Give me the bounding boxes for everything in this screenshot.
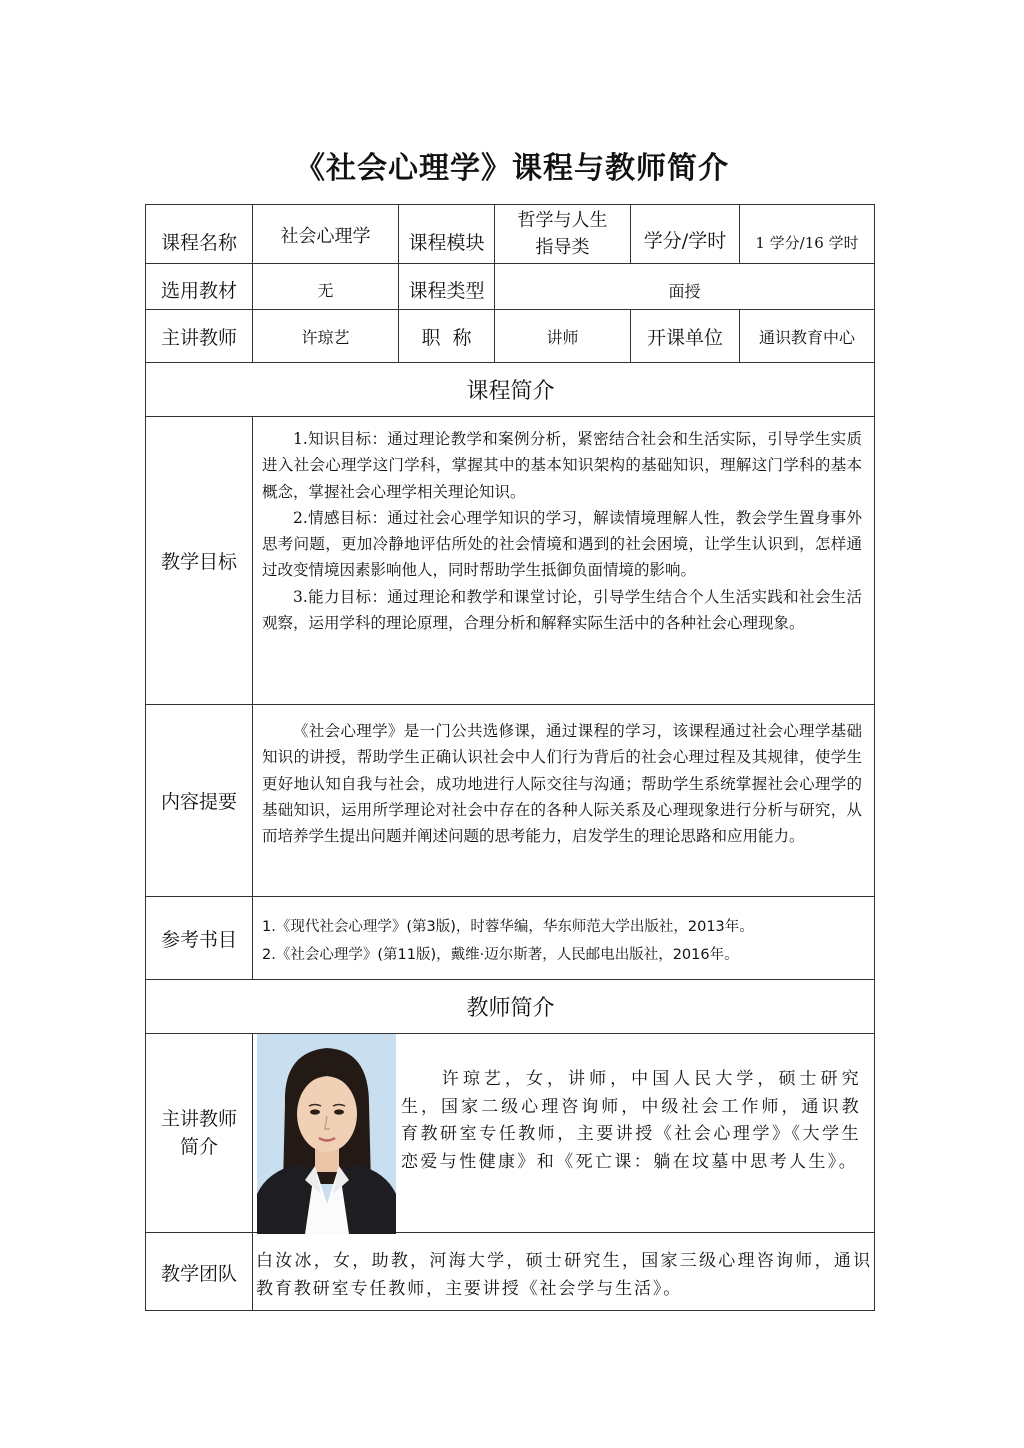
content-summary-paragraph: 《社会心理学》是一门公共选修课，通过课程的学习，该课程通过社会心理学基础知识的讲授，帮助学生正确认识社会中人们行为背后的社会心理过程及其规律，使学生更好地认知自我与社会，成功地进行人际交往与沟通；帮助学生系统掌握社会心理学的基础知识，运用所学理论对社会中存在的各种人际关系及心理现象进行分析与研究，从而培养学生提出问题并阐述问题的思考能力，启发学生的理论思路和应用能力。 [262,722,862,846]
content-summary-text [262,718,862,849]
teaching-team-label: 教学团队 [160,1262,237,1285]
teacher-label: 主讲教师 [160,326,237,349]
credit-value: 1 学分/16 学时 [755,233,859,252]
objectives-text [262,426,862,636]
lead-teacher-label-line2: 简介 [179,1136,218,1158]
objective-knowledge: 1.知识目标：通过理论教学和案例分析，紧密结合社会和生活实际，引导学生实质进入社会心理学这门学科，掌握其中的基本知识架构的基础知识，理解这门学科的基本概念，掌握社会心理学相关理论知识。 [262,430,862,501]
row-divider [145,1033,875,1034]
course-intro-heading: 课程简介 [466,379,555,404]
references-label: 参考书目 [160,928,237,951]
course-name-value: 社会心理学 [280,226,371,247]
column-divider [252,416,253,979]
column-divider [252,1033,253,1311]
references-list [262,913,862,969]
course-name-label: 课程名称 [160,231,237,254]
lead-teacher-bio-text: 许琼艺，女，讲师，中国人民大学，硕士研究生，国家二级心理咨询师，中级社会工作师，通识教育教研室专任教师，主要讲授《社会心理学》《大学生恋爱与性健康》和《死亡课：躺在坟墓中思考人生》。 [401,1069,861,1172]
textbook-label: 选用教材 [160,280,237,302]
unit-value: 通识教育中心 [758,327,855,347]
document-title: 《社会心理学》课程与教师简介 [295,151,729,186]
row-divider [145,416,875,417]
lead-teacher-bio [401,1066,861,1176]
job-title-value: 讲师 [546,327,579,347]
credit-label: 学分/学时 [643,229,727,252]
row-divider [145,896,875,897]
job-title-label: 职 称 [421,326,472,349]
objective-emotion: 2.情感目标：通过社会心理学知识的学习，解读情境理解人性，教会学生置身事外思考问题，更加冷静地评估所处的社会情境和遇到的社会困境，让学生认识到，怎样通过改变情境因素影响他人，同时帮助学生抵御负面情境的影响。 [262,508,862,580]
lead-teacher-label [146,1034,252,1232]
row-divider [145,1232,875,1233]
textbook-value: 无 [317,281,334,300]
course-type-value: 面授 [668,282,701,301]
teacher-value: 许琼艺 [301,327,350,347]
course-module-value-line1: 哲学与人生 [517,210,608,231]
course-module-value-line2: 指导类 [535,237,590,258]
course-type-label: 课程类型 [408,280,485,302]
row-divider [145,704,875,705]
teacher-portrait-photo [257,1034,396,1234]
objectives-label: 教学目标 [160,551,237,573]
reference-item: 2.《社会心理学》(第11版)，戴维·迈尔斯著，人民邮电出版社，2016年。 [262,947,739,963]
reference-item: 1.《现代社会心理学》(第3版)，时蓉华编，华东师范大学出版社，2013年。 [262,919,754,935]
lead-teacher-label-line1: 主讲教师 [160,1108,237,1130]
objective-ability: 3.能力目标：通过理论和教学和课堂讨论，引导学生结合个人生活实践和社会生活观察，运用学科的理论原理，合理分析和解释实际生活中的各种社会心理现象。 [262,587,862,633]
course-module-value [495,206,630,262]
unit-label: 开课单位 [646,326,723,349]
teaching-team-bio: 白汝冰，女，助教，河海大学，硕士研究生，国家三级心理咨询师，通识教育教研室专任教师，主要讲授《社会学与生活》。 [256,1251,872,1299]
teacher-intro-heading: 教师简介 [466,996,555,1021]
teacher-portrait-illustration [257,1034,396,1234]
course-module-label: 课程模块 [408,231,485,254]
content-summary-label: 内容提要 [160,791,237,813]
